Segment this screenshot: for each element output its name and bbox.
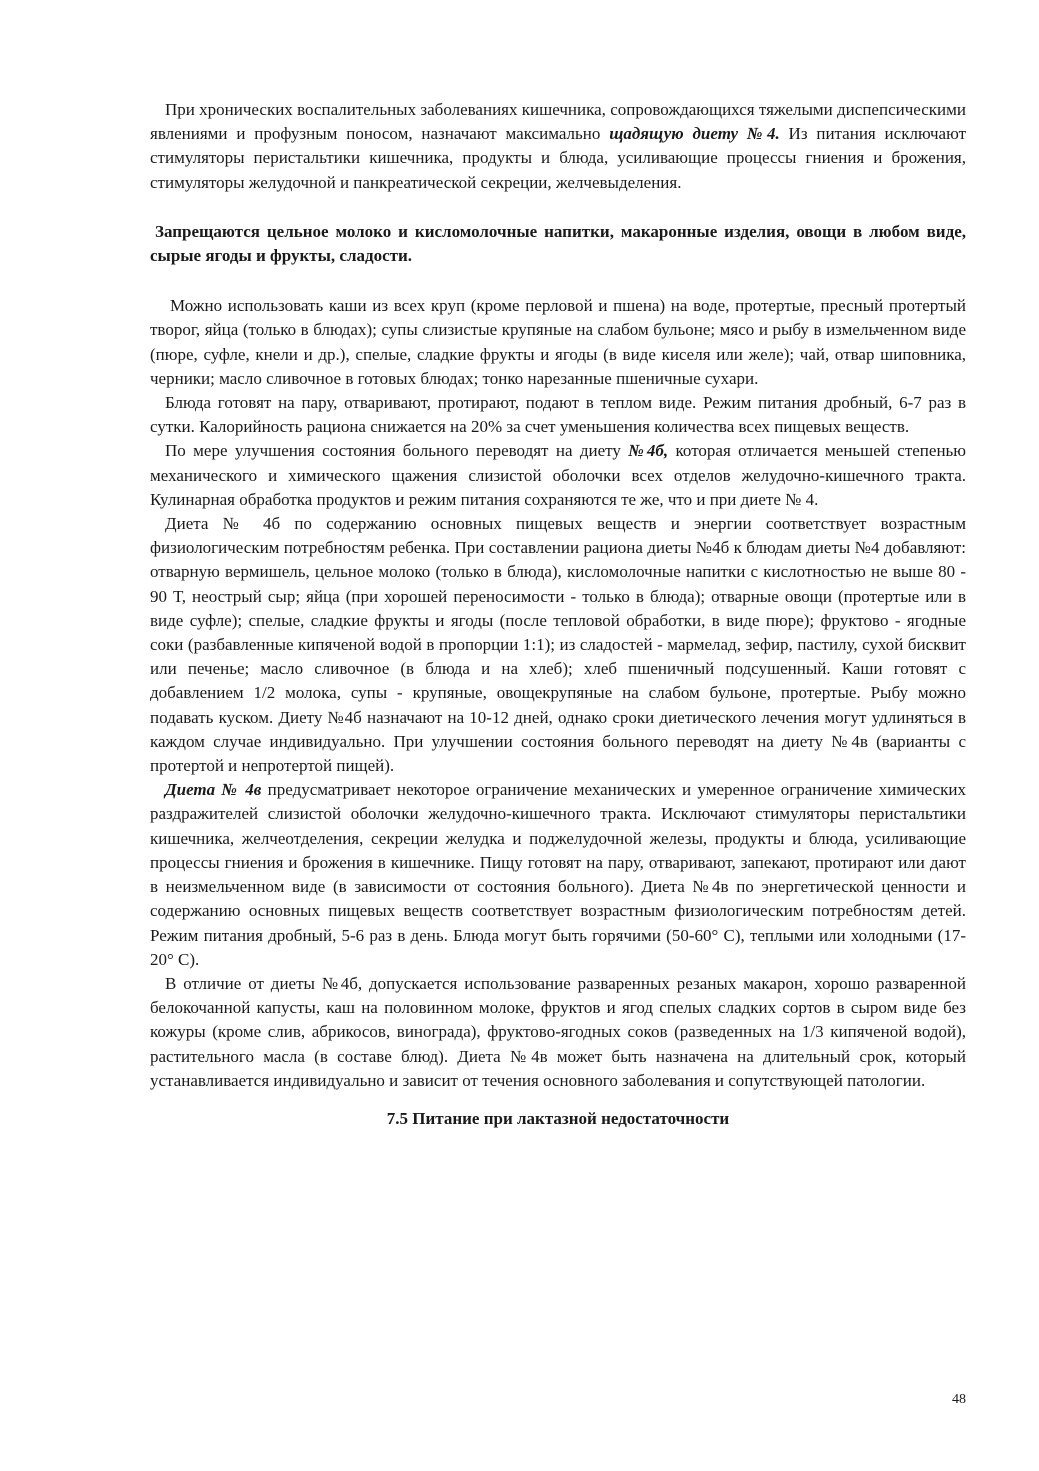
paragraph-allowed-foods: Можно использовать каши из всех круп (кроме перловой и пшена) на воде, протертые, пресный протертый творог, яйца (только в блюдах); супы слизистые крупяные на слабом бульоне; мясо и рыбу в измельченном виде (пюре, суфле, кнели и др.), спелые, сладкие фрукты и ягоды (в виде киселя или желе); чай, отвар шиповника, черники; масло сливочное в готовых блюдах; тонко нарезанные пшеничные сухари. <box>150 296 966 388</box>
paragraph-text: Из питания исключают стимуляторы перистальтики кишечника, продукты и блюда, усиливающие процессы гниения и брожения, стимуляторы желудочной и панкреатической секреции, желчевыделения. <box>150 124 966 192</box>
section-heading: 7.5 Питание при лактазной недостаточности <box>386 1108 730 1128</box>
paragraph-prohibited-foods: Запрещаются цельное молоко и кисломолочные напитки, макаронные изделия, овощи в любом виде, сырые ягоды и фрукты, сладости. <box>150 221 966 266</box>
paragraph-text: При хронических воспалительных заболеваниях кишечника, сопровождающихся тяжелыми диспепсическими явлениями и профузным поносом, назначают максимально <box>150 100 966 144</box>
emphasis-diet-4v: Диета № 4в <box>165 780 262 800</box>
emphasis-diet-4: щадящую диету №4. <box>609 124 780 144</box>
paragraph-cooking-regime: Блюда готовят на пару, отваривают, протирают, подают в теплом виде. Режим питания дробный, 6-7 раз в сутки. Калорийность рациона снижается на 20% за счет уменьшения количества всех пищевых веществ. <box>150 393 966 437</box>
paragraph-diet-4-intro <box>150 98 966 195</box>
paragraph-text: По мере улучшения состояния больного переводят на диету <box>165 441 629 461</box>
paragraph-diet-4b-details: Диета № 4б по содержанию основных пищевых веществ и энергии соответствует возрастным физиологическим потребностям ребенка. При составлении рациона диеты №4б к блюдам диеты №4 добавляют: отварную вермишель, цельное молоко (только в блюда), кисломолочные напитки с кислотностью не выше 80 - 90 Т, неострый сыр; яйца (при хорошей переносимости - только в блюда); отварные овощи (протертые или в виде суфле); спелые, сладкие фрукты и ягоды (после тепловой обработки, в виде пюре); фруктово - ягодные соки (разбавленные кипяченой водой в пропорции 1:1); из сладостей - мармелад, зефир, пастилу, сухой бисквит или печенье; масло сливочное (в блюда и на хлеб); хлеб пшеничный подсушенный. Каши готовят с добавлением 1/2 молока, супы - крупяные, овощекрупяные на слабом бульоне, протертые. Рыбу можно подавать куском. Диету №4б назначают на 10-12 дней, однако сроки диетического лечения могут удлиняться в каждом случае индивидуально. При улучшении состояния больного переводят на диету №4в (варианты с протертой и непротертой пищей). <box>150 514 966 776</box>
paragraph-text: которая отличается меньшей степенью механического и химического щажения слизистой оболочки всех отделов желудочно-кишечного тракта. Кулинарная обработка продуктов и режим питания сохраняются те же, что и при диете № 4. <box>150 441 966 509</box>
page-body <box>150 98 966 1129</box>
emphasis-diet-4b: №4б, <box>628 441 669 461</box>
paragraph-diet-4v-differences: В отличие от диеты №4б, допускается использование разваренных резаных макарон, хорошо разваренной белокочанной капусты, каш на половинном молоке, фруктов и ягод спелых сладких сортов в сыром виде без кожуры (кроме слив, абрикосов, винограда), фруктово-ягодных соков (разведенных на 1/3 кипяченой водой), растительного масла (в составе блюд). Диета №4в может быть назначена на длительный срок, который устанавливается индивидуально и зависит от течения основного заболевания и сопутствующей патологии. <box>150 973 966 1090</box>
page-number: 48 <box>952 1392 966 1407</box>
paragraph-diet-4v <box>150 778 966 972</box>
paragraph-text: предусматривает некоторое ограничение механических и умеренное ограничение химических раздражителей слизистой оболочки желудочно-кишечного тракта. Исключают стимуляторы перистальтики кишечника, желчеотделения, секреции желудка и поджелудочной железы, продукты и блюда, усиливающие процессы гниения и брожения в кишечнике. Пищу готовят на пару, отваривают, запекают, протирают или дают в неизмельченном виде (в зависимости от состояния больного). Диета №4в по энергетической ценности и содержанию основных пищевых веществ соответствует возрастным физиологическим потребностям детей. Режим питания дробный, 5-6 раз в день. Блюда могут быть горячими (50-60° С), теплыми или холодными (17-20° С). <box>150 780 966 969</box>
paragraph-diet-4b-transition <box>150 439 966 512</box>
